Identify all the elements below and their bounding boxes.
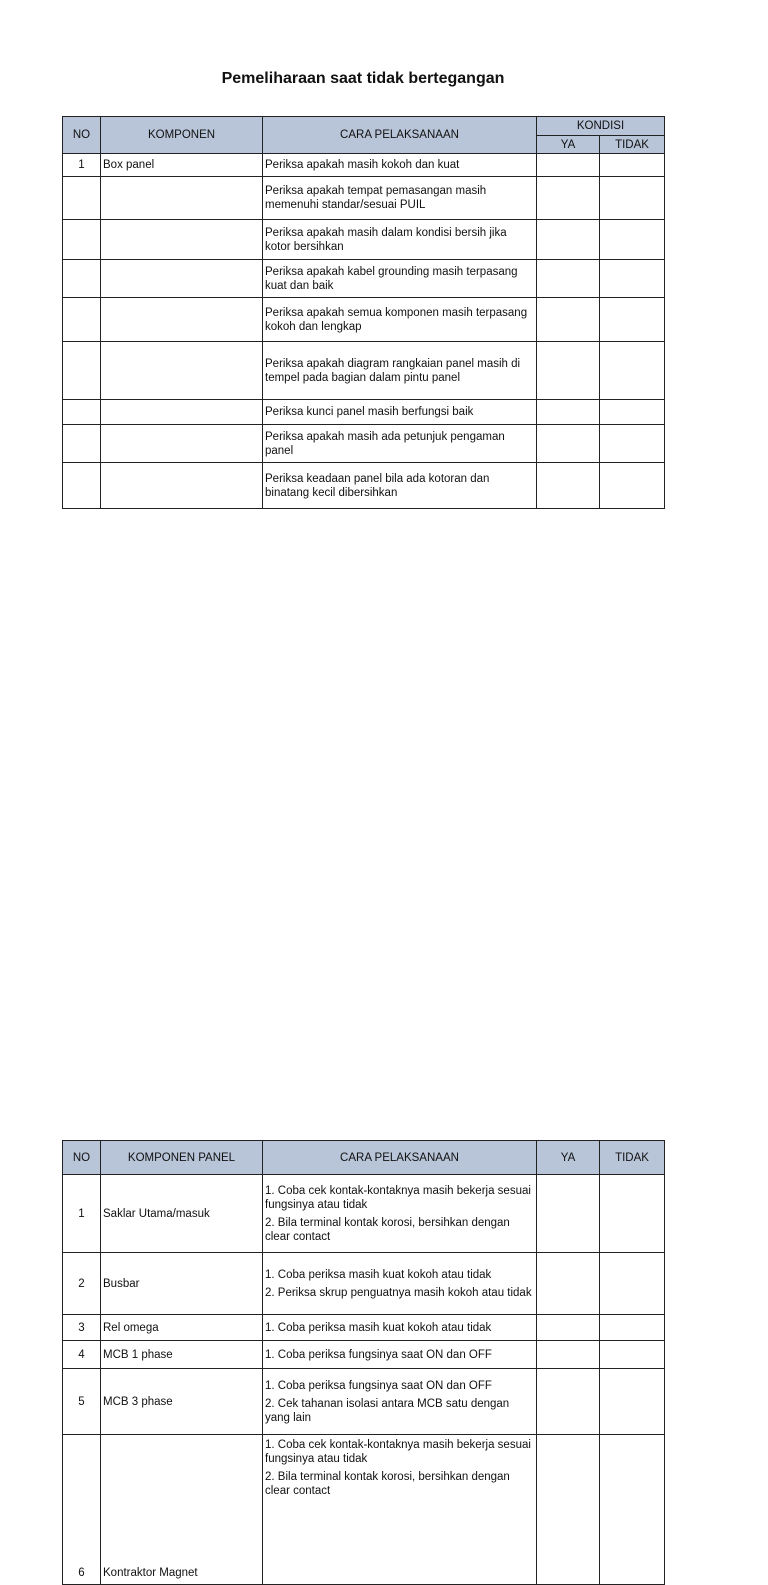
row-cara: Periksa apakah masih ada petunjuk pengaman panel <box>263 425 537 463</box>
table-row <box>63 400 665 425</box>
row-no: 5 <box>63 1369 101 1435</box>
table-row <box>63 154 665 177</box>
step-text: 1. Coba periksa fungsinya saat ON dan OFF <box>265 1348 492 1361</box>
header-cara: CARA PELAKSANAAN <box>263 1141 537 1175</box>
cell-tidak[interactable] <box>600 1175 665 1253</box>
cell-tidak[interactable] <box>600 220 665 260</box>
cell-ya[interactable] <box>537 1341 600 1369</box>
row-no: 2 <box>63 1253 101 1315</box>
page-title: Pemeliharaan saat tidak bertegangan <box>221 70 505 87</box>
header-ya: YA <box>537 136 600 154</box>
table-row <box>63 463 665 509</box>
header-cara: CARA PELAKSANAAN <box>263 117 537 154</box>
row-cara: Periksa apakah tempat pemasangan masih memenuhi standar/sesuai PUIL <box>263 177 537 220</box>
row-cara: Periksa apakah masih kokoh dan kuat <box>263 154 537 177</box>
row-komponen <box>101 177 263 220</box>
table-row <box>63 425 665 463</box>
cell-ya[interactable] <box>537 1369 600 1435</box>
row-no <box>63 400 101 425</box>
row-cara: Periksa apakah kabel grounding masih terpasang kuat dan baik <box>263 260 537 298</box>
row-cara <box>263 1435 537 1585</box>
maintenance-table-2 <box>62 1140 665 1585</box>
row-komponen: MCB 1 phase <box>101 1341 263 1369</box>
row-komponen <box>101 400 263 425</box>
cell-tidak[interactable] <box>600 1253 665 1315</box>
cell-tidak[interactable] <box>600 1315 665 1341</box>
table-row <box>63 298 665 342</box>
row-komponen: Busbar <box>101 1253 263 1315</box>
step-text: 2. Cek tahanan isolasi antara MCB satu dengan yang lain <box>265 1397 510 1424</box>
row-komponen: Kontraktor Magnet <box>101 1435 263 1585</box>
row-no <box>63 220 101 260</box>
row-cara <box>263 1175 537 1253</box>
row-komponen <box>101 220 263 260</box>
cell-ya[interactable] <box>537 1435 600 1585</box>
cell-tidak[interactable] <box>600 1369 665 1435</box>
header-no: NO <box>63 117 101 154</box>
row-no <box>63 425 101 463</box>
row-cara: Periksa apakah semua komponen masih terpasang kokoh dan lengkap <box>263 298 537 342</box>
cell-ya[interactable] <box>537 463 600 509</box>
step-text: 1. Coba periksa masih kuat kokoh atau tidak <box>265 1268 492 1281</box>
row-komponen <box>101 463 263 509</box>
row-no: 3 <box>63 1315 101 1341</box>
cell-ya[interactable] <box>537 1253 600 1315</box>
row-komponen <box>101 342 263 400</box>
row-komponen <box>101 260 263 298</box>
cell-ya[interactable] <box>537 220 600 260</box>
table-row <box>63 1369 665 1435</box>
table-row <box>63 220 665 260</box>
cell-ya[interactable] <box>537 1315 600 1341</box>
row-no <box>63 342 101 400</box>
table-row <box>63 177 665 220</box>
cell-tidak[interactable] <box>600 1435 665 1585</box>
row-komponen: Box panel <box>101 154 263 177</box>
row-cara <box>263 1253 537 1315</box>
row-no: 1 <box>63 1175 101 1253</box>
step-text: 2. Bila terminal kontak korosi, bersihkan dengan clear contact <box>265 1216 510 1243</box>
table-row <box>63 1253 665 1315</box>
header-no: NO <box>63 1141 101 1175</box>
step-text: 1. Coba periksa fungsinya saat ON dan OFF <box>265 1379 492 1392</box>
header-komponen: KOMPONEN <box>101 117 263 154</box>
row-komponen <box>101 425 263 463</box>
row-cara <box>263 1315 537 1341</box>
row-komponen <box>101 298 263 342</box>
row-cara <box>263 1369 537 1435</box>
cell-ya[interactable] <box>537 177 600 220</box>
row-cara: Periksa apakah diagram rangkaian panel masih di tempel pada bagian dalam pintu panel <box>263 342 537 400</box>
cell-ya[interactable] <box>537 425 600 463</box>
row-no <box>63 260 101 298</box>
header-kondisi: KONDISI <box>537 117 665 136</box>
maintenance-table-1 <box>62 116 665 509</box>
row-cara: Periksa apakah masih dalam kondisi bersih jika kotor bersihkan <box>263 220 537 260</box>
row-no: 1 <box>63 154 101 177</box>
step-text: 2. Periksa skrup penguatnya masih kokoh atau tidak <box>265 1286 532 1299</box>
cell-ya[interactable] <box>537 298 600 342</box>
step-text: 1. Coba cek kontak-kontaknya masih bekerja sesuai fungsinya atau tidak <box>265 1439 531 1465</box>
table-row <box>63 1315 665 1341</box>
row-komponen: Saklar Utama/masuk <box>101 1175 263 1253</box>
cell-tidak[interactable] <box>600 298 665 342</box>
row-no <box>63 298 101 342</box>
cell-tidak[interactable] <box>600 154 665 177</box>
row-cara <box>263 1341 537 1369</box>
table-2-viewport <box>0 570 768 1579</box>
header-tidak: TIDAK <box>600 1141 665 1175</box>
row-cara: Periksa kunci panel masih berfungsi baik <box>263 400 537 425</box>
table-row <box>63 342 665 400</box>
cell-tidak[interactable] <box>600 1341 665 1369</box>
cell-tidak[interactable] <box>600 425 665 463</box>
cell-tidak[interactable] <box>600 260 665 298</box>
step-text: 2. Bila terminal kontak korosi, bersihkan dengan clear contact <box>265 1471 510 1497</box>
row-cara: Periksa keadaan panel bila ada kotoran dan binatang kecil dibersihkan <box>263 463 537 509</box>
row-no: 4 <box>63 1341 101 1369</box>
cell-ya[interactable] <box>537 154 600 177</box>
cell-tidak[interactable] <box>600 177 665 220</box>
row-no: 6 <box>63 1435 101 1585</box>
table-row <box>63 260 665 298</box>
row-komponen: Rel omega <box>101 1315 263 1341</box>
row-no <box>63 463 101 509</box>
header-tidak: TIDAK <box>600 136 665 154</box>
table-row <box>63 1175 665 1253</box>
cell-tidak[interactable] <box>600 400 665 425</box>
row-komponen: MCB 3 phase <box>101 1369 263 1435</box>
step-text: 1. Coba periksa masih kuat kokoh atau tidak <box>265 1321 492 1334</box>
header-ya: YA <box>537 1141 600 1175</box>
cell-ya[interactable] <box>537 400 600 425</box>
cell-tidak[interactable] <box>600 342 665 400</box>
table-row <box>63 1341 665 1369</box>
row-no <box>63 177 101 220</box>
header-komponen-panel: KOMPONEN PANEL <box>101 1141 263 1175</box>
cell-tidak[interactable] <box>600 463 665 509</box>
table-row <box>63 1435 665 1585</box>
cell-ya[interactable] <box>537 1175 600 1253</box>
cell-ya[interactable] <box>537 342 600 400</box>
step-text: 1. Coba cek kontak-kontaknya masih bekerja sesuai fungsinya atau tidak <box>265 1184 531 1211</box>
cell-ya[interactable] <box>537 260 600 298</box>
